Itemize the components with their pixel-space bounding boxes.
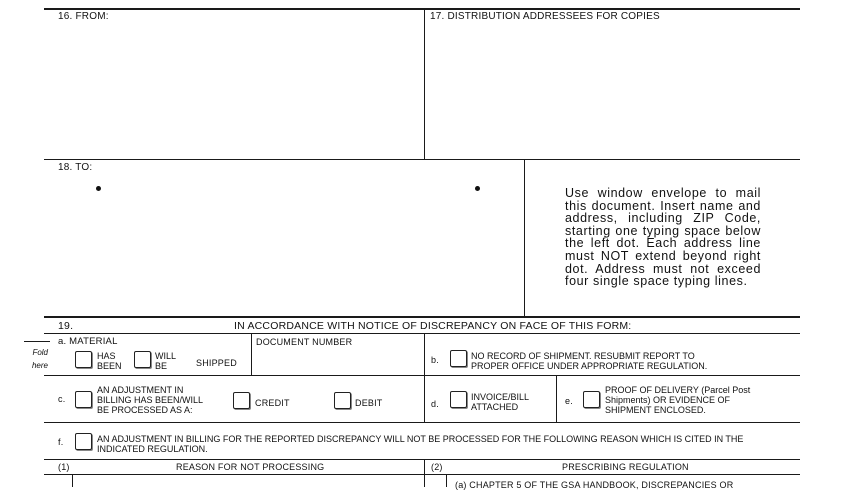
item-c-letter: c. xyxy=(58,394,66,404)
item-d-letter: d. xyxy=(431,399,439,409)
divider-16-17 xyxy=(424,9,425,160)
material-label: a. MATERIAL xyxy=(58,336,118,347)
not-processed-checkbox[interactable] xyxy=(75,433,92,450)
section-19-number: 19. xyxy=(58,320,74,332)
section-19-header-line xyxy=(44,333,800,334)
debit-checkbox[interactable] xyxy=(334,392,351,409)
row-divider-left xyxy=(72,474,73,487)
row-divider-right xyxy=(446,474,447,487)
col2-number: (2) xyxy=(431,462,443,472)
document-number-field[interactable] xyxy=(256,348,420,372)
fold-label-2: here xyxy=(31,361,48,370)
divider-col-mid xyxy=(424,333,425,422)
divider-material-docnum xyxy=(251,333,252,375)
distribution-label: 17. DISTRIBUTION ADDRESSEES FOR COPIES xyxy=(430,11,660,22)
not-processed-label: AN ADJUSTMENT IN BILLING FOR THE REPORTED DISCREPANCY WILL NOT BE PROCESSED FOR THE FOLLOWING REASON WHICH IS CITED IN THE INDICATED REGULATION. xyxy=(97,434,744,454)
divider-row-c-f xyxy=(44,422,800,423)
invoice-attached-checkbox[interactable] xyxy=(450,391,467,408)
right-dot-marker xyxy=(475,186,480,191)
proof-of-delivery-label: PROOF OF DELIVERY (Parcel Post Shipments) OR EVIDENCE OF SHIPMENT ENCLOSED. xyxy=(605,385,751,415)
top-border xyxy=(44,8,800,10)
no-record-label: NO RECORD OF SHIPMENT. RESUBMIT REPORT TO PROPER OFFICE UNDER APPROPRIATE REGULATION. xyxy=(471,351,708,371)
credit-checkbox[interactable] xyxy=(233,392,250,409)
divider-row-a-c xyxy=(44,375,800,376)
section-19-title: IN ACCORDANCE WITH NOTICE OF DISCREPANCY ON FACE OF THIS FORM: xyxy=(234,320,632,332)
has-been-label: HAS BEEN xyxy=(97,351,122,371)
divider-17-18 xyxy=(44,159,800,160)
adjustment-label: AN ADJUSTMENT IN BILLING HAS BEEN/WILL BE PROCESSED AS A: xyxy=(97,385,204,415)
col1-number: (1) xyxy=(58,462,70,472)
divider-18-19 xyxy=(44,316,800,318)
item-e-letter: e. xyxy=(565,396,573,406)
no-record-checkbox[interactable] xyxy=(450,350,467,367)
from-field[interactable] xyxy=(48,20,420,156)
document-number-label: DOCUMENT NUMBER xyxy=(256,337,353,347)
has-been-checkbox[interactable] xyxy=(75,351,92,368)
item-f-letter: f. xyxy=(58,437,64,447)
window-envelope-instructions: Use window envelope to mail this document. Insert name and address, including ZIP Code, starting one typing space below the left dot. Each address line must NOT extend beyond right dot. Address must not exceed four single space typing lines. xyxy=(565,186,761,289)
divider-row-f-cols xyxy=(44,459,800,460)
shipped-label: SHIPPED xyxy=(196,358,237,368)
will-be-checkbox[interactable] xyxy=(134,351,151,368)
to-label: 18. TO: xyxy=(58,162,93,173)
col1-header: REASON FOR NOT PROCESSING xyxy=(176,462,325,472)
divider-col-headers xyxy=(44,474,800,475)
debit-label: DEBIT xyxy=(355,398,383,408)
credit-label: CREDIT xyxy=(255,398,290,408)
to-address-field[interactable] xyxy=(90,180,490,310)
adjustment-checkbox[interactable] xyxy=(75,391,92,408)
item-b-letter: b. xyxy=(431,355,439,365)
distribution-field[interactable] xyxy=(430,26,796,156)
divider-to-instructions xyxy=(524,160,525,316)
left-dot-marker xyxy=(96,186,101,191)
proof-of-delivery-checkbox[interactable] xyxy=(583,391,600,408)
fold-label-1: Fold xyxy=(32,348,48,357)
fold-line xyxy=(24,341,50,342)
col2-header: PRESCRIBING REGULATION xyxy=(562,462,689,472)
divider-d-e xyxy=(556,375,557,422)
divider-cols xyxy=(424,459,425,487)
invoice-attached-label: INVOICE/BILL ATTACHED xyxy=(471,392,530,412)
regulation-text-cut: (a) CHAPTER 5 OF THE GSA HANDBOOK, DISCREPANCIES OR xyxy=(455,480,734,490)
from-label: 16. FROM: xyxy=(58,11,109,22)
will-be-label: WILL BE xyxy=(155,351,177,371)
